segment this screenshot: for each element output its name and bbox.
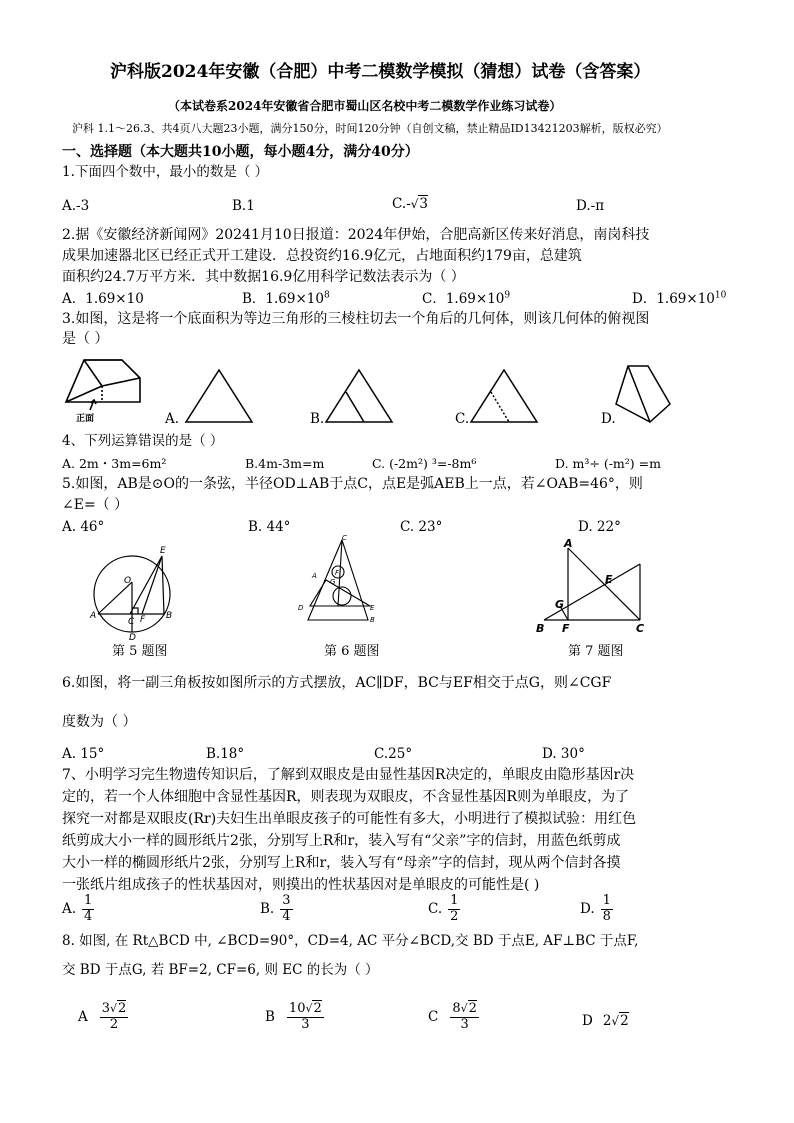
page-subtitle: （本试卷系2024年安徽省合肥市蜀山区名校中考二模数学作业练习试卷）: [168, 99, 562, 113]
svg-text:B: B: [166, 611, 173, 621]
q5-line-1: 5.如图，AB是⊙O的一条弦，半径OD⊥AB于点C，点E是弧AEB上一点，若∠OAB=46°，则: [62, 476, 643, 492]
q6-option-c: C.25°: [374, 746, 413, 762]
q4-option-d: D. m³÷ (-m²) =m: [555, 456, 661, 471]
q8-option-a-coef: 3: [101, 1001, 111, 1016]
q8-option-b-radicand: 2: [313, 1001, 322, 1016]
q7-option-d: [580, 894, 613, 925]
q1-option-c-prefix: C.-: [392, 196, 411, 212]
q8-line-1: 8. 如图, 在 Rt△BCD 中, ∠BCD=90°，CD=4, AC 平分∠BCD,交 BD 于点E, AF⊥BC 于点F,: [62, 933, 639, 949]
q8-option-b-label: B: [265, 1008, 275, 1025]
q5-option-b: B. 44°: [248, 519, 291, 535]
q3-option-c-figure: [469, 368, 539, 424]
section-heading: 一、选择题（本大题共10小题，每小题4分，满分40分）: [62, 144, 419, 160]
q2-option-c-base: C．1.69×10: [422, 291, 505, 307]
q6-line-1: 6.如图，将一副三角板按如图所示的方式摆放，AC∥DF，BC与EF相交于点G，则∠CGF: [62, 675, 612, 691]
q7-line-1: 7、小明学习完生物遗传知识后，了解到双眼皮是由显性基因R决定的，单眼皮由隐形基因r决: [62, 767, 635, 783]
q3-option-b-label: B.: [310, 411, 325, 427]
q3-line-1: 3.如图，这是将一个底面积为等边三角形的三棱柱切去一个角后的几何体，则该几何体的俯视图: [62, 311, 650, 327]
q6-option-d: D. 30°: [542, 746, 585, 762]
svg-text:B: B: [370, 616, 375, 624]
svg-text:E: E: [160, 546, 166, 556]
q2-line-3: 面积约24.7万平方米．其中数据16.9亿用科学记数法表示为（ ）: [62, 269, 465, 285]
q6-option-b: B.18°: [206, 746, 245, 762]
q8-option-b-den: 3: [301, 1016, 310, 1032]
q8-option-b: B $\frac{10√2}{3}$: [265, 1001, 322, 1032]
q2-option-c: [422, 291, 510, 307]
q2-option-b-base: B．1.69×10: [242, 291, 324, 307]
q1-option-c: C.-√3: [392, 196, 428, 212]
q8-option-a-radicand: 2: [118, 1001, 127, 1016]
q7-option-d-num: 1: [602, 893, 611, 908]
figure-6-caption: 第 6 题图: [324, 644, 380, 659]
figure-7-caption: 第 7 题图: [568, 644, 624, 659]
q7-option-a-den: 4: [84, 908, 93, 924]
q4-stem: 4、下列运算错误的是（ ）: [62, 433, 224, 449]
q7-line-5: 大小一样的椭圆形纸片2张，分别写上R和r，装入写有“母亲”字的信封，现从两个信封各摸: [62, 855, 621, 871]
svg-text:G: G: [555, 598, 565, 611]
q7-line-4: 纸剪成大小一样的圆形纸片2张，分别写上R和r，装入写有“父亲”字的信封，用蓝色纸剪成: [62, 833, 621, 849]
q7-option-b-label: B.: [260, 900, 275, 917]
svg-text:A: A: [564, 537, 573, 550]
svg-text:E: E: [370, 604, 375, 612]
q7-option-c-den: 2: [450, 908, 459, 924]
q2-option-b-exp: 8: [323, 290, 330, 301]
q2-line-2: 成果加速器北区已经正式开工建设．总投资约16.9亿元，占地面积约179亩，总建筑: [62, 248, 582, 264]
svg-text:F: F: [335, 569, 340, 577]
q8-option-d: D 2√2: [582, 1013, 629, 1029]
q3-option-d-label: D.: [601, 411, 616, 427]
q7-option-d-label: D.: [580, 900, 595, 917]
q7-option-a-num: 1: [84, 893, 93, 908]
q6-line-2: 度数为（ ）: [62, 714, 137, 730]
q7-option-b: [260, 894, 293, 925]
figure-7-triangle-diagram: [534, 538, 652, 638]
q5-line-2: ∠E=（ ）: [62, 497, 129, 513]
svg-text:D: D: [298, 604, 304, 612]
q8-option-a: A $\frac{3√2}{2}$: [78, 1001, 127, 1032]
q1-option-b: B.1: [232, 198, 255, 214]
q5-option-d: D. 22°: [578, 519, 621, 535]
q8-option-d-coef: 2: [602, 1013, 612, 1029]
svg-text:A: A: [312, 572, 317, 580]
q7-option-b-num: 3: [282, 893, 291, 908]
q8-option-c-coef: 8: [452, 1001, 461, 1016]
svg-text:B: B: [536, 622, 545, 635]
figure-5-circle-diagram: [88, 542, 180, 642]
q5-option-c: C. 23°: [400, 519, 443, 535]
q7-option-b-den: 4: [282, 908, 291, 924]
q3-option-a-label: A.: [165, 411, 180, 427]
q7-line-6: 一张纸片组成孩子的性状基因对，则摸出的性状基因对是单眼皮的可能性是( ): [62, 877, 540, 893]
q2-option-b: [242, 291, 330, 307]
svg-text:D: D: [129, 633, 136, 643]
q7-line-3: 探究一对都是双眼皮(Rr)夫妇生出单眼皮孩子的可能性有多大，小明进行了模拟试验：用红色: [62, 811, 637, 827]
q3-line-2: 是（ ）: [62, 331, 109, 347]
svg-text:A: A: [90, 611, 97, 621]
q8-option-c-label: C: [428, 1008, 439, 1025]
q1-option-d: D.-π: [576, 198, 605, 214]
q2-option-c-exp: 9: [504, 290, 511, 301]
figure-5-caption: 第 5 题图: [112, 644, 168, 659]
q2-option-d-exp: 10: [714, 290, 727, 301]
q7-option-d-den: 8: [602, 908, 611, 924]
q2-option-a: A．1.69×10: [62, 291, 144, 307]
svg-text:G: G: [330, 578, 336, 586]
q2-option-d-base: D．1.69×10: [632, 291, 715, 307]
q6-option-a: A. 15°: [62, 746, 105, 762]
q7-option-a-label: A.: [62, 900, 77, 917]
svg-text:F: F: [562, 622, 570, 635]
svg-text:C: C: [128, 617, 135, 627]
svg-text:O: O: [124, 576, 132, 586]
q8-option-a-label: A: [78, 1008, 88, 1025]
svg-text:C: C: [636, 622, 645, 635]
q3-option-a-figure: [184, 368, 254, 424]
q2-option-d: [632, 291, 726, 307]
q8-option-d-label: D: [582, 1013, 593, 1029]
q8-option-c-den: 3: [460, 1016, 469, 1032]
q3-front-label: 正面: [76, 414, 95, 424]
svg-text:F: F: [140, 615, 146, 625]
q1-option-c-radicand: 3: [419, 196, 428, 212]
q7-option-c: [428, 894, 460, 925]
svg-text:E: E: [605, 573, 613, 586]
svg-text:C: C: [342, 534, 347, 542]
q7-option-c-label: C.: [428, 900, 443, 917]
q1-stem: 1.下面四个数中，最小的数是（ ）: [62, 164, 269, 180]
q3-option-b-figure: [324, 368, 394, 424]
q8-line-2: 交 BD 于点G, 若 BF=2, CF=6, 则 EC 的长为（ ）: [62, 962, 379, 978]
q8-option-c: C $\frac{8√2}{3}$: [428, 1001, 477, 1032]
q8-option-a-den: 2: [109, 1016, 119, 1032]
q7-line-2: 定的，若一个人体细胞中含显性基因R，则表现为双眼皮，不含显性基因R则为单眼皮，为了: [62, 789, 630, 805]
figure-6-triangle-diagram: [298, 534, 378, 628]
q8-option-b-coef: 10: [288, 1001, 306, 1016]
exam-info: 沪科 1.1～26.3、共4页八大题23小题，满分150分，时间120分钟（自创文稿，禁止精品ID13421203解析，版权必究）: [72, 122, 668, 135]
q4-option-c: C. (-2m²) ³=-8m⁶: [372, 456, 477, 471]
q8-option-d-radicand: 2: [620, 1013, 629, 1029]
q3-option-c-label: C.: [455, 411, 470, 427]
q4-option-b: B.4m-3m=m: [245, 456, 325, 471]
page-title: 沪科版2024年安徽（合肥）中考二模数学模拟（猜想）试卷（含答案）: [110, 62, 651, 82]
q5-option-a: A. 46°: [62, 519, 105, 535]
q7-option-c-num: 1: [450, 893, 459, 908]
q7-option-a: [62, 894, 94, 925]
q1-option-a: A.-3: [62, 198, 90, 214]
q4-option-a: A. 2m・3m=6m²: [62, 456, 167, 471]
q8-option-c-radicand: 2: [468, 1001, 477, 1016]
q2-line-1: 2.据《安徽经济新闻网》20241月10日报道：2024年伊始，合肥高新区传来好消息，南岗科技: [62, 227, 650, 243]
q3-option-d-figure: [614, 364, 674, 424]
